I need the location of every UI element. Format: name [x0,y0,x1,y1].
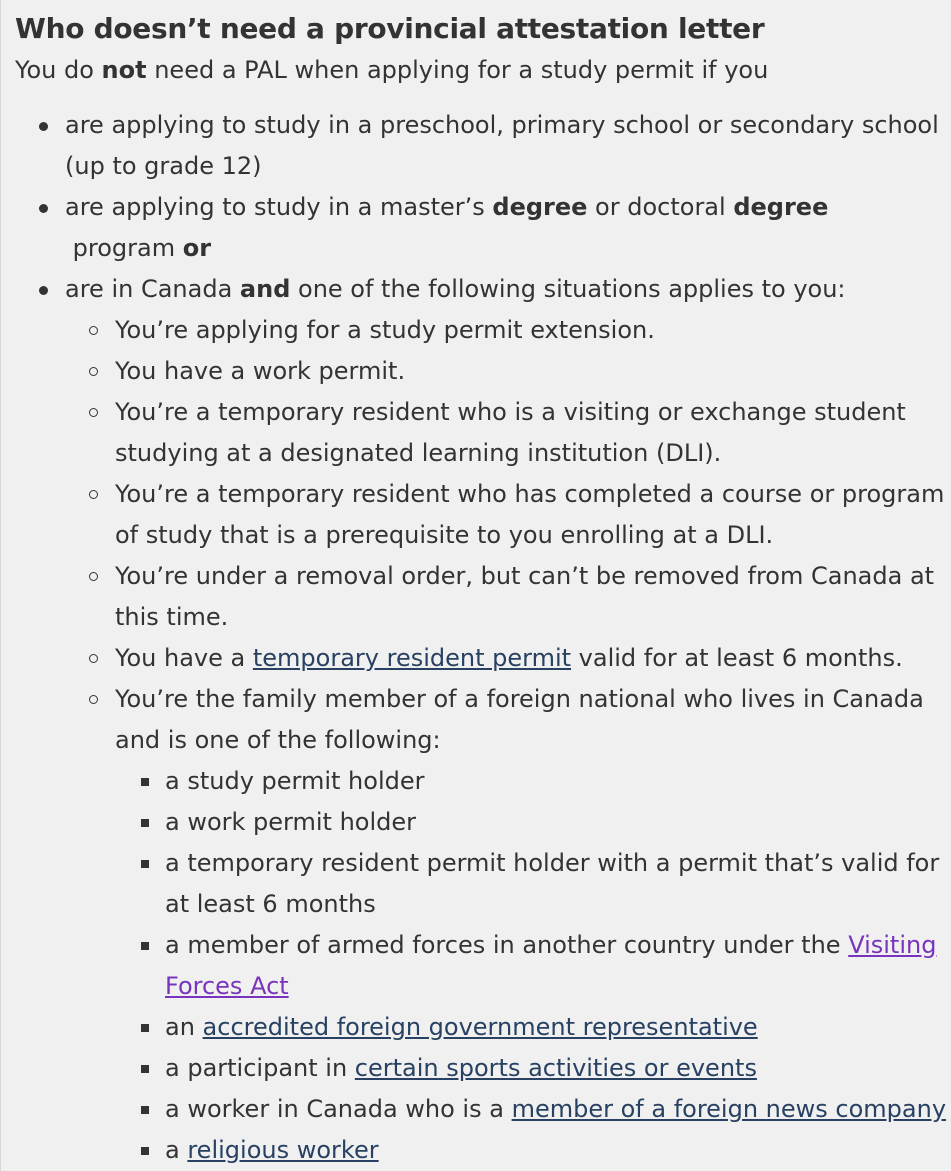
family-member-list [115,761,951,1171]
section-heading: Who doesn’t need a provincial attestation letter [15,12,765,45]
bullet-circle-icon [89,695,98,704]
situation-item [65,679,951,1171]
situation-item [65,310,951,351]
list-item-text: are applying to study in a master’s [65,193,493,221]
list-item-in-canada [15,269,951,1171]
situation-item [65,392,951,474]
list-item-text: one of the following situations applies to you: [290,275,846,303]
family-item-text: a member of armed forces in another country under the [165,931,849,959]
bullet-square-icon [141,778,149,786]
situation-item [65,474,951,556]
bold-degree: degree [492,193,588,221]
situation-text: You’re under a removal order, but can’t be removed from Canada at this time. [115,562,935,631]
situation-item [65,556,951,638]
family-item [115,1089,951,1130]
bullet-disc-icon [39,286,48,295]
intro-text-before: You do [15,56,102,84]
family-item-text: a work permit holder [165,808,417,836]
bullet-square-icon [141,860,149,868]
bold-or: or [182,234,212,262]
family-item [115,761,951,802]
bullet-disc-icon [39,204,48,213]
bullet-circle-icon [89,326,98,335]
bullet-square-icon [141,1147,149,1155]
bullet-circle-icon [89,572,98,581]
intro-paragraph [15,49,951,91]
bullet-circle-icon [89,490,98,499]
situation-text: You’re applying for a study permit extension. [115,316,655,344]
bullet-square-icon [141,942,149,950]
family-item-text: a [165,1136,188,1164]
situation-text: You’re a temporary resident who has completed a course or program of study that is a prerequisite to you enrolling at a DLI. [115,480,945,549]
list-item-text: or doctoral [587,193,734,221]
family-item-text: a temporary resident permit holder with a permit that’s valid for at least 6 months [165,849,940,918]
bold-degree: degree [733,193,829,221]
family-item-text: a worker in Canada who is a [165,1095,512,1123]
situation-text: You’re the family member of a foreign national who lives in Canada and is one of the following: [115,685,924,754]
list-item-graduate-degree [15,187,951,269]
bullet-square-icon [141,1024,149,1032]
family-item [115,1048,951,1089]
foreign-news-company-link[interactable]: member of a foreign news company [511,1095,947,1123]
temporary-resident-permit-link[interactable]: temporary resident permit [252,644,572,672]
family-item-text: an [165,1013,203,1041]
situation-text: You have a work permit. [115,357,406,385]
family-item [115,1007,951,1048]
family-item-text: a participant in [165,1054,355,1082]
list-item-text: program [65,234,183,262]
intro-bold-not: not [101,56,147,84]
bullet-circle-icon [89,654,98,663]
pal-exemptions-section [1,0,951,1171]
situation-text: You have a [115,644,253,672]
family-item [115,802,951,843]
family-item-text: a study permit holder [165,767,425,795]
sports-activities-link[interactable]: certain sports activities or events [354,1054,757,1082]
exemption-list [15,105,951,1171]
bullet-disc-icon [39,122,48,131]
list-item-school [15,105,951,187]
situations-list [65,310,951,1171]
visiting-forces-act-link[interactable]: Visiting Forces Act [165,931,937,1000]
religious-worker-link[interactable]: religious worker [187,1136,379,1164]
bullet-square-icon [141,1065,149,1073]
situation-text: valid for at least 6 months. [571,644,903,672]
bold-and: and [239,275,291,303]
family-item [115,1130,951,1171]
bullet-square-icon [141,1106,149,1114]
bullet-circle-icon [89,408,98,417]
list-item-text: are in Canada [65,275,240,303]
accredited-representative-link[interactable]: accredited foreign government representative [202,1013,758,1041]
bullet-circle-icon [89,367,98,376]
list-item-text: are applying to study in a preschool, primary school or secondary school (up to grade 12) [65,111,939,180]
intro-text-after: need a PAL when applying for a study permit if you [146,56,769,84]
situation-item [65,638,951,679]
family-item [115,925,951,1007]
family-item [115,843,951,925]
situation-text: You’re a temporary resident who is a visiting or exchange student studying at a designated learning institution (DLI). [115,398,906,467]
situation-item [65,351,951,392]
bullet-square-icon [141,819,149,827]
